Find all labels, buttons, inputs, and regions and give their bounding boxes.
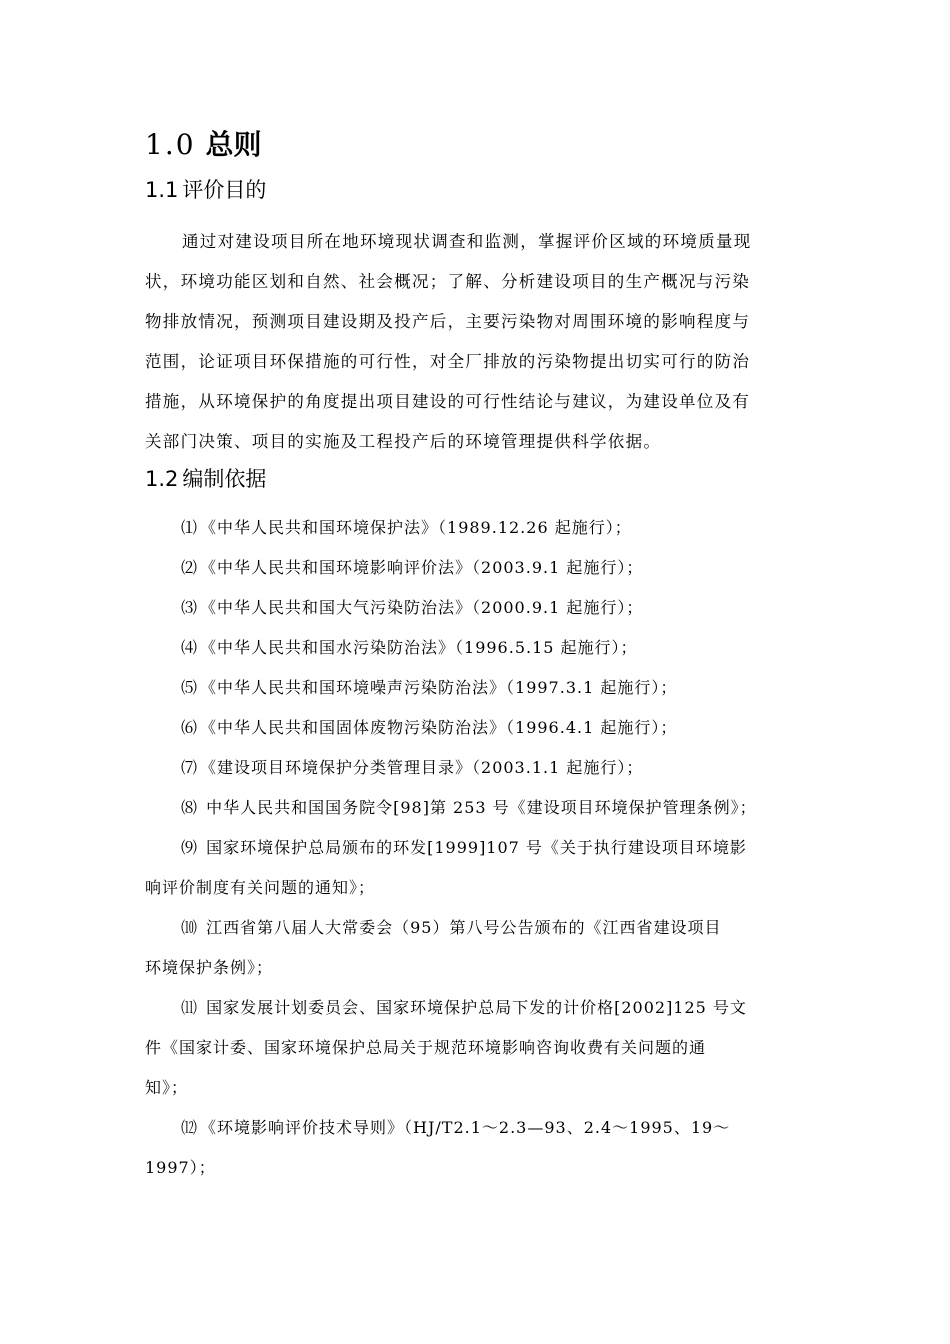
reference-list xyxy=(145,508,810,1188)
reference-marker: ⑿ xyxy=(181,1118,199,1137)
section-heading-1-1 xyxy=(145,175,266,205)
reference-text: 江西省第八届人大常委会（95）第八号公告颁布的《江西省建设项目 xyxy=(200,918,722,937)
paragraph-line: 物排放情况，预测项目建设期及投产后，主要污染物对周围环境的影响程度与 xyxy=(145,312,751,331)
reference-marker: ⑽ xyxy=(181,918,199,937)
paragraph-line: 关部门决策、项目的实施及工程投产后的环境管理提供科学依据。 xyxy=(145,432,662,451)
reference-text: 《建设项目环境保护分类管理目录》（2003.1.1 起施行）； xyxy=(200,758,644,777)
reference-line: 环境保护条例》； xyxy=(145,958,274,977)
reference-line xyxy=(145,628,810,668)
reference-item-12 xyxy=(145,1118,730,1137)
reference-item-1 xyxy=(145,518,632,537)
paragraph-line: 状，环境功能区划和自然、社会概况；了解、分析建设项目的生产概况与污染 xyxy=(145,272,751,291)
section-title: 编制依据 xyxy=(182,467,267,491)
reference-text: 中华人民共和国国务院令[98]第 253 号《建设项目环境保护管理条例》； xyxy=(200,798,757,817)
chapter-title: 总则 xyxy=(205,128,262,161)
reference-text: 《中华人民共和国大气污染防治法》（2000.9.1 起施行）； xyxy=(200,598,644,617)
reference-item-11 xyxy=(145,998,747,1017)
purpose-paragraph xyxy=(145,222,810,462)
reference-line xyxy=(145,748,810,788)
reference-line xyxy=(145,988,810,1028)
section-heading-1-2 xyxy=(145,464,266,494)
reference-item-6 xyxy=(145,718,677,737)
reference-item-5 xyxy=(145,678,677,697)
reference-line xyxy=(145,908,810,948)
reference-item-4 xyxy=(145,638,638,657)
paragraph-line: 范围，论证项目环保措施的可行性，对全厂排放的污染物提出切实可行的防治 xyxy=(145,352,751,371)
reference-marker: ⑾ xyxy=(181,998,199,1017)
reference-line xyxy=(145,548,810,588)
reference-text: 国家环境保护总局颁布的环发[1999]107 号《关于执行建设项目环境影 xyxy=(200,838,747,857)
reference-marker: ⑷ xyxy=(181,638,199,657)
reference-line xyxy=(145,1108,810,1148)
reference-marker: ⑺ xyxy=(181,758,199,777)
reference-text: 《中华人民共和国固体废物污染防治法》（1996.4.1 起施行）； xyxy=(200,718,678,737)
reference-line xyxy=(145,508,810,548)
reference-item-10 xyxy=(145,918,721,937)
reference-marker: ⑼ xyxy=(181,838,199,857)
reference-text: 《中华人民共和国环境噪声污染防治法》（1997.3.1 起施行）； xyxy=(200,678,678,697)
reference-line: 1997）； xyxy=(145,1158,216,1177)
reference-marker: ⑶ xyxy=(181,598,199,617)
section-number: 1.1 xyxy=(145,178,179,202)
reference-item-2 xyxy=(145,558,643,577)
section-number: 1.2 xyxy=(145,467,179,491)
reference-marker: ⑴ xyxy=(181,518,199,537)
reference-text: 《环境影响评价技术导则》（HJ/T2.1～2.3—93、2.4～1995、19～ xyxy=(200,1118,731,1137)
reference-marker: ⑸ xyxy=(181,678,199,697)
reference-line: 知》； xyxy=(145,1078,189,1097)
reference-item-8 xyxy=(145,798,757,817)
reference-line xyxy=(145,708,810,748)
reference-item-9 xyxy=(145,838,747,857)
reference-line xyxy=(145,828,810,868)
reference-text: 《中华人民共和国水污染防治法》（1996.5.15 起施行）； xyxy=(200,638,638,657)
reference-line xyxy=(145,588,810,628)
reference-line xyxy=(145,668,810,708)
reference-line: 响评价制度有关问题的通知》； xyxy=(145,878,376,897)
reference-line: 件《国家计委、国家环境保护总局关于规范环境影响咨询收费有关问题的通 xyxy=(145,1038,707,1057)
reference-marker: ⑻ xyxy=(181,798,199,817)
reference-line xyxy=(145,788,810,828)
chapter-heading xyxy=(145,125,262,165)
reference-text: 《中华人民共和国环境影响评价法》（2003.9.1 起施行）； xyxy=(200,558,644,577)
reference-marker: ⑹ xyxy=(181,718,199,737)
paragraph-line: 措施，从环境保护的角度提出项目建设的可行性结论与建议，为建设单位及有 xyxy=(145,392,751,411)
reference-item-3 xyxy=(145,598,643,617)
section-title: 评价目的 xyxy=(182,178,267,202)
reference-item-7 xyxy=(145,758,643,777)
chapter-number: 1.0 xyxy=(145,128,196,161)
reference-text: 《中华人民共和国环境保护法》（1989.12.26 起施行）； xyxy=(200,518,632,537)
reference-text: 国家发展计划委员会、国家环境保护总局下发的计价格[2002]125 号文 xyxy=(200,998,747,1017)
reference-marker: ⑵ xyxy=(181,558,199,577)
paragraph-line: 通过对建设项目所在地环境现状调查和监测，掌握评价区域的环境质量现 xyxy=(182,232,752,251)
